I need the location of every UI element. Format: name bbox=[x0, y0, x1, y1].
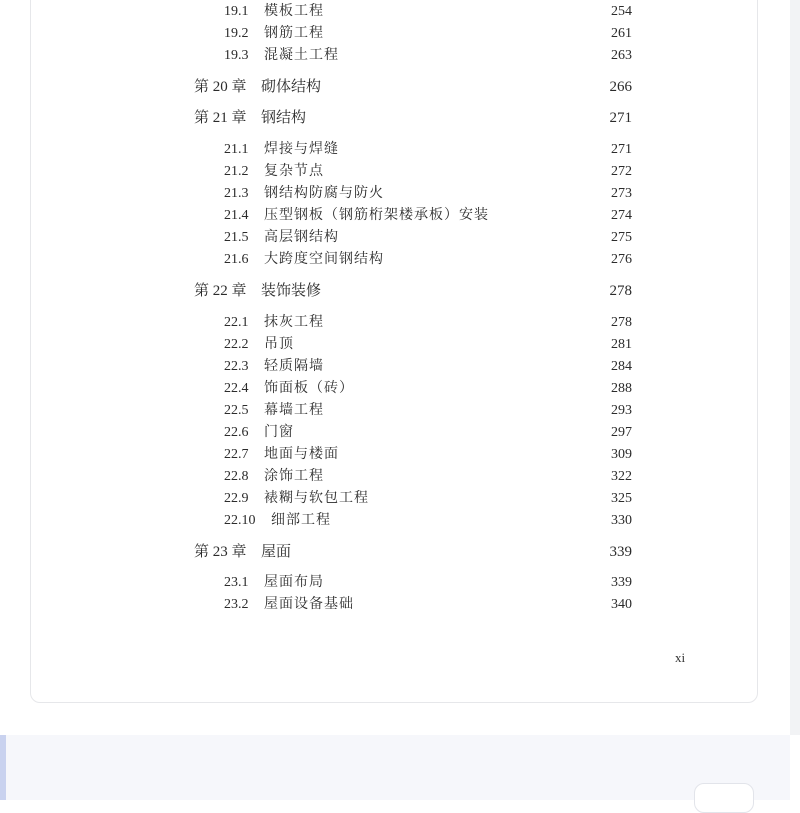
toc-entry-page: 322 bbox=[611, 469, 632, 484]
toc-entry-number: 22.2 bbox=[224, 337, 249, 352]
toc-entry-number: 21.6 bbox=[224, 252, 249, 267]
toc-section-row bbox=[31, 334, 757, 356]
toc-entry-page: 275 bbox=[611, 230, 632, 245]
toc-entry-number: 23.2 bbox=[224, 597, 249, 612]
toc-entry-number: 19.2 bbox=[224, 26, 249, 41]
toc-entry-page: 278 bbox=[609, 283, 632, 299]
document-page bbox=[30, 0, 758, 703]
toc-entry-page: 263 bbox=[611, 48, 632, 63]
toc-entry-number: 第 23 章 bbox=[194, 544, 247, 560]
toc-entry-number: 23.1 bbox=[224, 575, 249, 590]
toc-entry-title: 裱糊与软包工程 bbox=[264, 491, 369, 506]
toc-entry-number: 22.7 bbox=[224, 447, 249, 462]
toc-section-row bbox=[31, 183, 757, 205]
toc-entry-title: 压型钢板（钢筋桁架楼承板）安装 bbox=[264, 208, 489, 223]
toc-section-row bbox=[31, 488, 757, 510]
toc-entry-number: 21.1 bbox=[224, 142, 249, 157]
toc-entry-title: 砌体结构 bbox=[261, 79, 322, 95]
toc-entry-title: 抹灰工程 bbox=[264, 315, 324, 330]
toc-section-row bbox=[31, 139, 757, 161]
toc-entry-page: 276 bbox=[611, 252, 632, 267]
toc-entry-page: 261 bbox=[611, 26, 632, 41]
toc-entry-title: 幕墙工程 bbox=[264, 403, 324, 418]
toc-entry-title: 钢结构 bbox=[261, 110, 307, 126]
toc-entry-number: 22.8 bbox=[224, 469, 249, 484]
toc-entry-page: 271 bbox=[609, 110, 632, 126]
toc-section-row bbox=[31, 312, 757, 334]
toc-entry-page: 325 bbox=[611, 491, 632, 506]
toc-section-row bbox=[31, 23, 757, 45]
toc-entry-page: 273 bbox=[611, 186, 632, 201]
toc-section-row bbox=[31, 356, 757, 378]
toc-entry-number: 22.3 bbox=[224, 359, 249, 374]
toc-chapter-row bbox=[31, 107, 757, 129]
toc-entry-title: 涂饰工程 bbox=[264, 469, 324, 484]
toc-section-row bbox=[31, 378, 757, 400]
toc-entry-title: 模板工程 bbox=[264, 4, 324, 19]
toc-entry-title: 屋面 bbox=[261, 544, 292, 560]
toc-entry-title: 饰面板（砖） bbox=[264, 381, 354, 396]
toc-section-row bbox=[31, 1, 757, 23]
toc-section-row bbox=[31, 45, 757, 67]
toc-entry-title: 焊接与焊缝 bbox=[264, 142, 339, 157]
toc-entry-number: 22.4 bbox=[224, 381, 249, 396]
toc-section-row bbox=[31, 161, 757, 183]
toc-entry-number: 21.2 bbox=[224, 164, 249, 179]
toc-entry-title: 屋面设备基础 bbox=[264, 597, 354, 612]
toc-entry-page: 272 bbox=[611, 164, 632, 179]
toc-entry-page: 339 bbox=[609, 544, 632, 560]
toc-entry-page: 297 bbox=[611, 425, 632, 440]
toc-entry-number: 21.5 bbox=[224, 230, 249, 245]
toc-entry-number: 22.1 bbox=[224, 315, 249, 330]
toc-entry-page: 288 bbox=[611, 381, 632, 396]
toc-section-row bbox=[31, 400, 757, 422]
toc-entry-page: 271 bbox=[611, 142, 632, 157]
toc-entry-title: 地面与楼面 bbox=[264, 447, 339, 462]
toc-entry-title: 吊顶 bbox=[264, 337, 294, 352]
toc-entry-number: 21.4 bbox=[224, 208, 249, 223]
toc-chapter-row bbox=[31, 76, 757, 98]
toc-entry-title: 高层钢结构 bbox=[264, 230, 339, 245]
toc-chapter-row bbox=[31, 541, 757, 563]
toc-entry-page: 274 bbox=[611, 208, 632, 223]
toc-entry-number: 第 20 章 bbox=[194, 79, 247, 95]
toc-entry-page: 330 bbox=[611, 513, 632, 528]
toc-section-row bbox=[31, 422, 757, 444]
toc-entry-title: 屋面布局 bbox=[264, 575, 324, 590]
toc-entry-number: 22.9 bbox=[224, 491, 249, 506]
toc-entry-number: 22.6 bbox=[224, 425, 249, 440]
toc-entry-number: 21.3 bbox=[224, 186, 249, 201]
toc-entry-title: 细部工程 bbox=[271, 513, 331, 528]
toc-entry-page: 339 bbox=[611, 575, 632, 590]
toc-section-row bbox=[31, 510, 757, 532]
toc-entry-title: 钢结构防腐与防火 bbox=[264, 186, 384, 201]
toc-entry-title: 大跨度空间钢结构 bbox=[264, 252, 384, 267]
toc-entry-number: 22.5 bbox=[224, 403, 249, 418]
bottom-action-button[interactable] bbox=[694, 783, 754, 813]
toc-section-row bbox=[31, 205, 757, 227]
toc-entry-title: 门窗 bbox=[264, 425, 294, 440]
toc-entry-page: 309 bbox=[611, 447, 632, 462]
toc-entry-page: 284 bbox=[611, 359, 632, 374]
toc-entry-number: 19.1 bbox=[224, 4, 249, 19]
toc-entry-page: 254 bbox=[611, 4, 632, 19]
toc-entry-page: 278 bbox=[611, 315, 632, 330]
toc-entry-number: 22.10 bbox=[224, 513, 256, 528]
vertical-scrollbar[interactable] bbox=[790, 0, 800, 735]
toc-section-row bbox=[31, 466, 757, 488]
toc-chapter-row bbox=[31, 280, 757, 302]
toc-entry-title: 钢筋工程 bbox=[264, 26, 324, 41]
toc-entry-page: 266 bbox=[609, 79, 632, 95]
toc-entry-title: 复杂节点 bbox=[264, 164, 324, 179]
toc-entry-number: 第 21 章 bbox=[194, 110, 247, 126]
toc-entry-page: 340 bbox=[611, 597, 632, 612]
toc-section-row bbox=[31, 444, 757, 466]
toc-entry-title: 装饰装修 bbox=[261, 283, 322, 299]
toc-entry-page: 293 bbox=[611, 403, 632, 418]
page-number: xi bbox=[675, 650, 686, 665]
toc-entry-page: 281 bbox=[611, 337, 632, 352]
toc-entry-number: 第 22 章 bbox=[194, 283, 247, 299]
toc-entry-number: 19.3 bbox=[224, 48, 249, 63]
toc-section-row bbox=[31, 572, 757, 594]
toc-section-row bbox=[31, 594, 757, 616]
toc-section-row bbox=[31, 227, 757, 249]
toc-entry-title: 混凝土工程 bbox=[264, 48, 339, 63]
toc-entry-title: 轻质隔墙 bbox=[264, 359, 324, 374]
toc-section-row bbox=[31, 249, 757, 271]
bottom-panel bbox=[0, 735, 790, 800]
